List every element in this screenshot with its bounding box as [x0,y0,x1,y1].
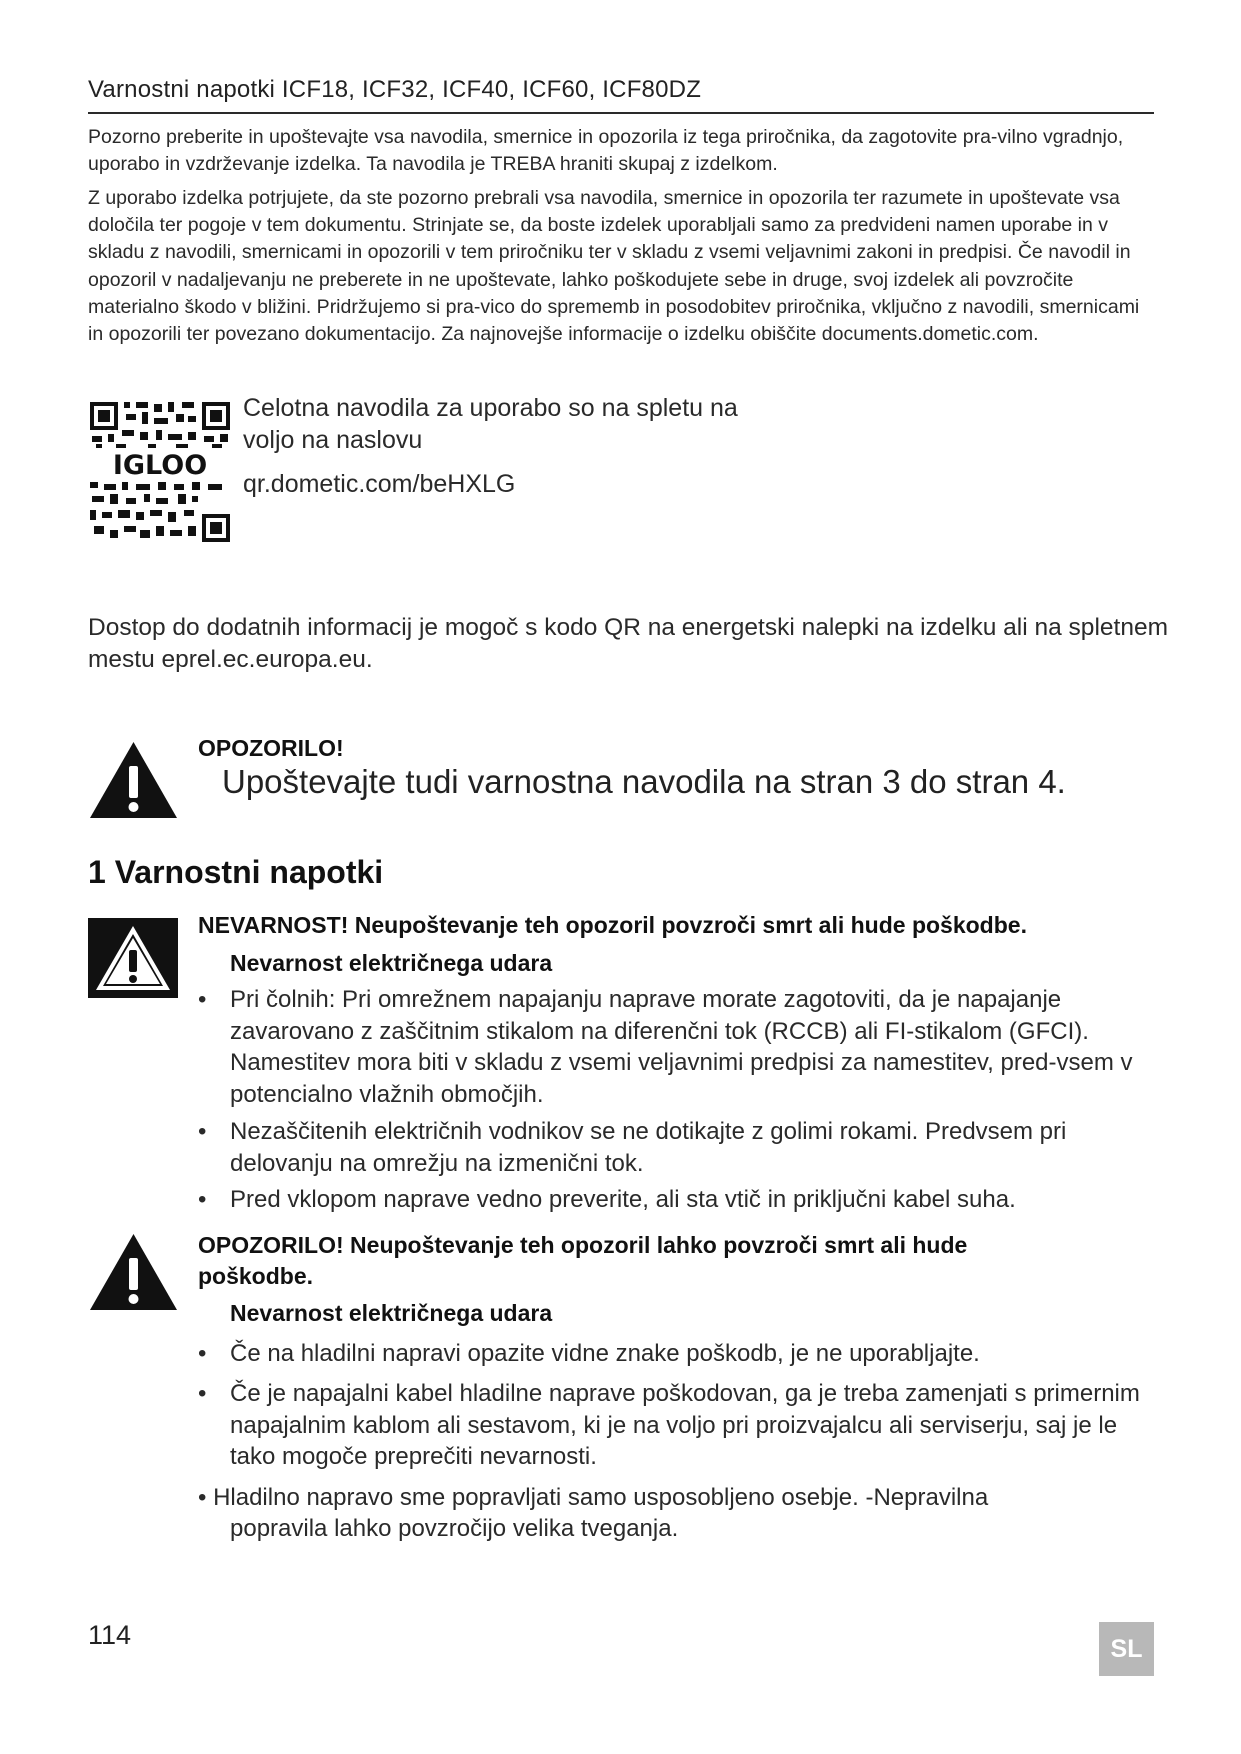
warning-bullet-1-text: Če na hladilni napravi opazite vidne znake poškodb, je ne uporabljajte. [230,1340,980,1367]
qr-code-image [88,400,232,544]
danger-bullet-3-text: Pred vklopom naprave vedno preverite, ali sta vtič in priključni kabel suha. [230,1186,1016,1213]
danger-bullet-3 [198,1184,1158,1216]
danger-bullet-1-text: Pri čolnih: Pri omrežnem napajanju naprave morate zagotoviti, da je napajanje zavarovano z zaščitnim stikalom na diferenčni tok (RCCB) ali FI-stikalom (GFCI). Namestitev mora biti v skladu z vsemi veljavnimi predpisi za namestitev, pred-vsem v potencialno vlažnih območjih. [230,986,1133,1108]
danger-bullet-2 [198,1116,1158,1180]
section-heading: 1 Varnostni napotki [88,854,384,890]
warning-note-text: Upoštevajte tudi varnostna navodila na stran 3 do stran 4. [222,763,1066,800]
page-number: 114 [88,1620,132,1650]
bullet-marker: • [198,1118,207,1145]
qr-caption-line-1: Celotna navodila za uporabo so na spletu na [243,394,738,422]
warning-triangle-icon-2 [88,1232,179,1312]
warning-bullet-3-cont-text: popravila lahko povzročijo velika tveganja. [230,1515,679,1542]
danger-label: NEVARNOST! Neupoštevanje teh opozoril povzroči smrt ali hude poškodbe. [198,912,1027,938]
danger-bullet-2-text: Nezaščitenih električnih vodnikov se ne dotikajte z golimi rokami. Predvsem pri delovanju na omrežju na izmenični tok. [230,1118,1067,1177]
warning-bullet-2 [198,1378,1158,1474]
bullet-marker: • [198,1340,207,1367]
warning-note-label: OPOZORILO! [198,735,344,761]
warning-label-line-1: OPOZORILO! Neupoštevanje teh opozoril lahko povzroči smrt ali hude [198,1232,968,1258]
warning-bullet-1 [198,1338,1158,1370]
warning-bullet-2-text: Če je napajalni kabel hladilne naprave poškodovan, ga je treba zamenjati s primernim napajalnim kablom ali sestavom, ki je na voljo pri proizvajalcu ali serviserju, saj je le tako mogoče preprečiti nevarnosti. [230,1380,1140,1470]
bullet-marker: • [198,1186,207,1213]
warning-bullet-3-cont [230,1513,1190,1545]
header-divider [88,112,1154,114]
bullet-marker: • [198,1380,207,1407]
qr-url-link[interactable]: qr.dometic.com/beHXLG [243,470,516,498]
warning-bullet-3 [198,1482,1158,1514]
language-badge: SL [1099,1622,1154,1676]
danger-subheading: Nevarnost električnega udara [230,950,553,976]
eprel-info-paragraph: Dostop do dodatnih informacij je mogoč s kodo QR na energetski nalepki na izdelku ali na spletnem mestu eprel.ec.europa.eu. [88,614,1168,673]
warning-triangle-icon [88,740,179,820]
qr-caption-line-2: voljo na naslovu [243,426,423,454]
warning-label-line-2: poškodbe. [198,1263,314,1289]
page-header-title: Varnostni napotki ICF18, ICF32, ICF40, ICF60, ICF80DZ [88,76,702,103]
intro-paragraph-2: Z uporabo izdelka potrjujete, da ste pozorno prebrali vsa navodila, smernice in opozorila ter razumete in upoštevate vsa določila ter pogoje v tem dokumentu. Strinjate se, da boste izdelek uporabljali samo za predvideni namen uporabe in v skladu z navodili, smernicami in opozorili v tem priročniku ter v skladu z vsemi veljavnimi zakoni in predpisi. Če navodil in opozoril v nadaljevanju ne preberete in ne upoštevate, lahko poškodujete sebe in druge, svoj izdelek ali povzročite materialno škodo v bližini. Pridržujemo si pra-vico do sprememb in posodobitev priročnika, vključno z navodili, smernicami in opozorili ter povezano dokumentacijo. Za najnovejše informacije o izdelku obiščite documents.dometic.com. [88,187,1140,346]
warning-subheading: Nevarnost električnega udara [230,1300,553,1326]
igloo-logo: IGLOO [112,450,208,481]
danger-icon [88,918,178,998]
warning-bullet-3-text: • Hladilno napravo sme popravljati samo usposobljeno osebje. -Nepravilna [198,1484,989,1511]
intro-paragraph-1: Pozorno preberite in upoštevajte vsa navodila, smernice in opozorila iz tega priročnika, da zagotovite pra-vilno vgradnjo, uporabo in vzdrževanje izdelka. Ta navodila je TREBA hraniti skupaj z izdelkom. [88,126,1124,176]
bullet-marker: • [198,986,207,1013]
danger-bullet-1 [198,984,1158,1112]
